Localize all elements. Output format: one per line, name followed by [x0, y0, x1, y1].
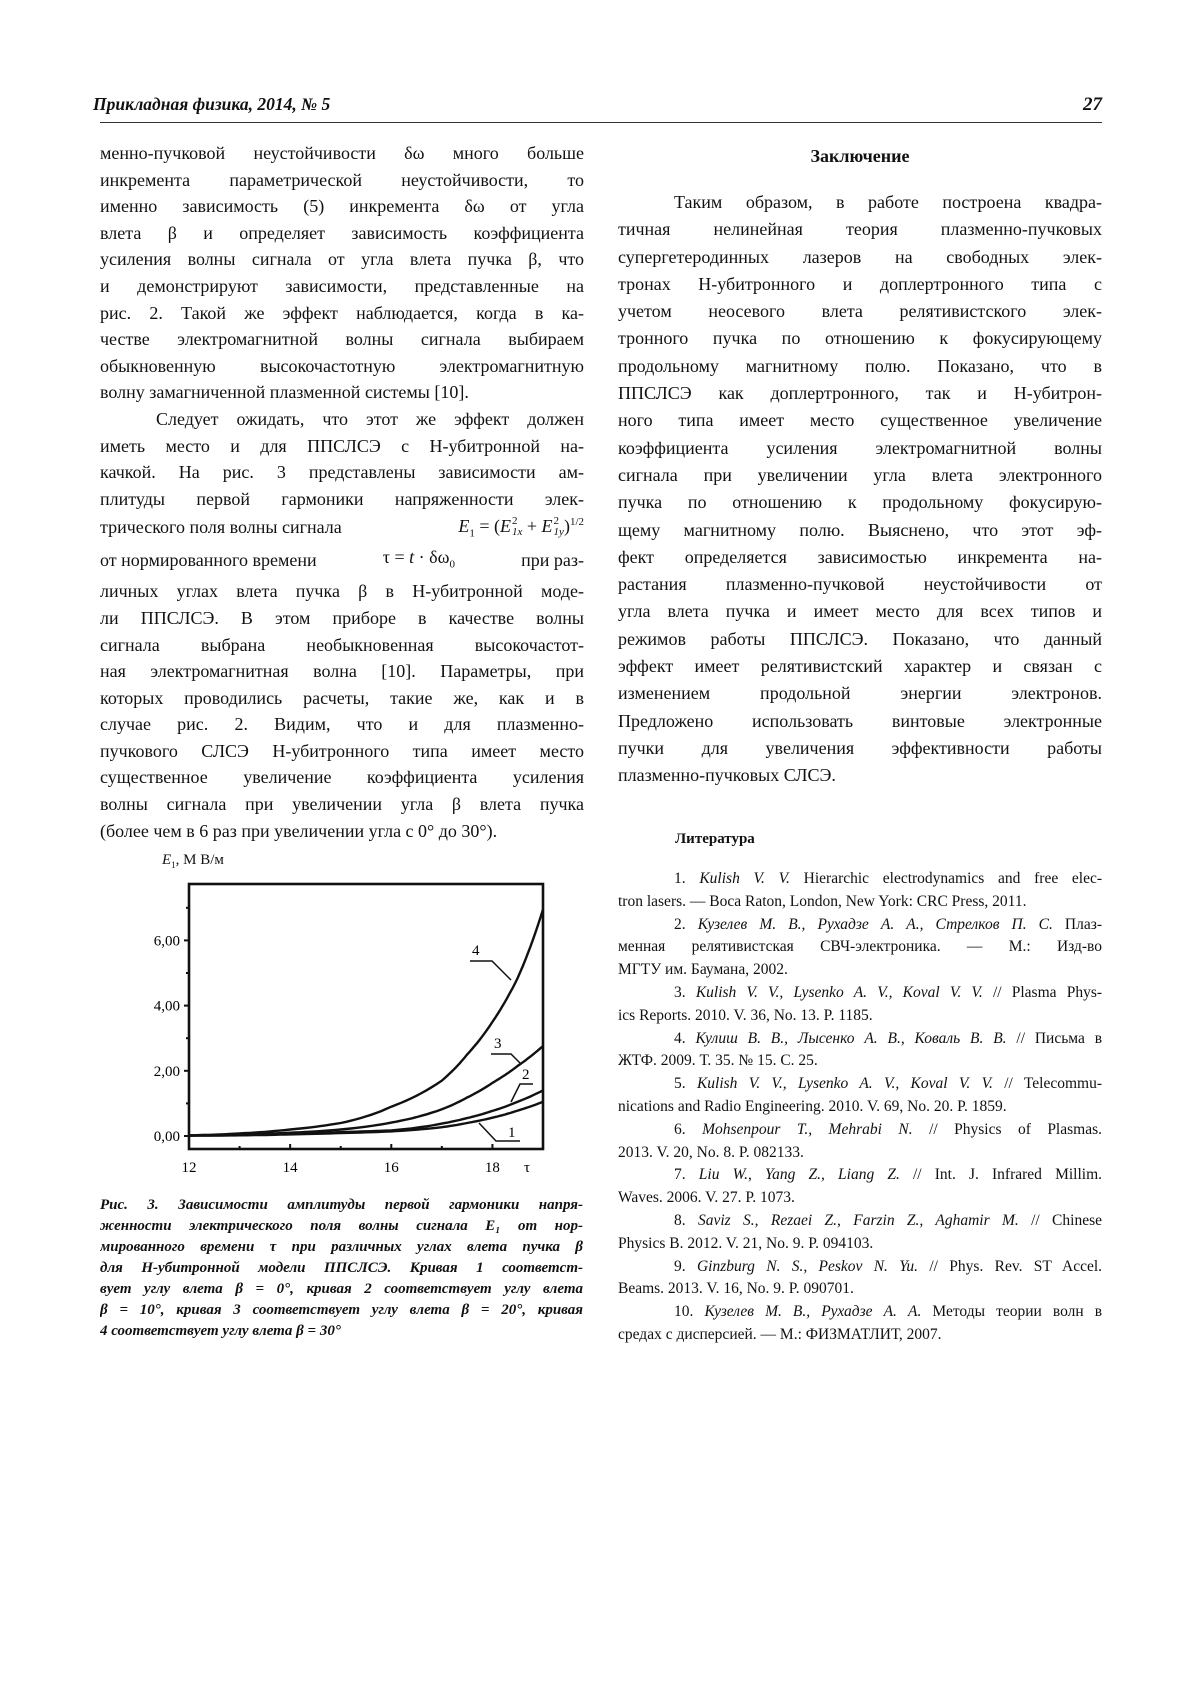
text-line: ного типа имеет место существенное увеличение — [618, 410, 1102, 431]
text-line: влета β и определяет зависимость коэффициента — [100, 222, 584, 243]
text-line: плитуды первой гармоники напряженности элек- — [100, 488, 584, 509]
text-line: фект определяется зависимостью инкремента на- — [618, 546, 1102, 567]
math-sub: 1y — [553, 526, 564, 539]
reference-text: Методы теории волн в — [932, 1303, 1102, 1321]
plot-frame — [189, 884, 543, 1149]
math-op: + — [526, 515, 538, 536]
reference-authors: Ginzburg N. S., Peskov N. Yu. — [696, 1257, 919, 1275]
math-op: = ( — [479, 515, 500, 536]
math-sup: 2 — [512, 515, 518, 528]
math-op: ) — [563, 515, 570, 536]
curve-4 — [189, 909, 543, 1135]
reference-number: 9. — [674, 1257, 686, 1275]
text-line: обыкновенную высокочастотную электромагнитную — [100, 355, 584, 376]
y-tick-label: 4,00 — [153, 998, 180, 1015]
x-tick-label: 18 — [484, 1160, 500, 1176]
reference-item — [618, 1256, 1102, 1302]
reference-text: Плаз- — [1064, 915, 1102, 933]
text-line — [618, 1119, 1102, 1142]
text-line — [618, 982, 1102, 1005]
text-line: изменением продольной энергии электронов. — [618, 683, 1102, 704]
reference-item — [618, 1164, 1102, 1210]
math-symbol: δω — [429, 546, 450, 567]
journal-title: Прикладная физика, 2014, № 5 — [93, 94, 331, 114]
reference-number: 3. — [674, 983, 686, 1001]
figure-caption — [100, 1195, 583, 1342]
y-tick-label: 2,00 — [153, 1063, 180, 1080]
text-line: продольному магнитному полю. Показано, что в — [618, 355, 1102, 376]
math-symbol: t — [409, 546, 415, 567]
text-line: β = 10°, кривая 3 соответствует углу влета β = 20°, кривая — [100, 1302, 583, 1318]
text-line: Таким образом, в работе построена квадра- — [674, 192, 1102, 212]
reference-text: // Chinese — [1031, 1211, 1102, 1229]
text-line: тичная нелинейная теория плазменно-пучковых — [618, 219, 1102, 240]
section-title-conclusion: Заключение — [810, 146, 910, 166]
reference-number: 4. — [674, 1029, 686, 1047]
text-line: тронного пучка по отношению к фокусирующему — [618, 328, 1102, 349]
text-line — [618, 868, 1102, 891]
x-axis-label: τ — [524, 1160, 531, 1176]
text-line: иметь место и для ППСЛСЭ с Н-убитронной на- — [100, 435, 584, 456]
reference-item — [618, 1028, 1102, 1074]
line-text: при раз- — [521, 550, 584, 571]
text-line: nications and Radio Engineering. 2010. V. 69, No. 20. P. 1859. — [618, 1097, 1007, 1115]
text-line: средах с дисперсией. — М.: ФИЗМАТЛИТ, 2007. — [618, 1325, 942, 1343]
text-line: (более чем в 6 раз при увеличении угла с 0° до 30°). — [100, 820, 498, 841]
text-line: существенное увеличение коэффициента усиления — [100, 767, 584, 788]
math-symbol: E — [500, 515, 511, 536]
text-line: честве электромагнитной волны сигнала выбираем — [100, 329, 584, 350]
text-line: и демонстрируют зависимости, представленные на — [100, 275, 584, 296]
text-line: угла влета пучка и имеет место для всех типов и — [618, 601, 1102, 622]
text-line: менная релятивистская СВЧ-электроника. — М.: Изд-во — [618, 938, 1102, 956]
text-line: ics Reports. 2010. V. 36, No. 13. P. 1185. — [618, 1006, 873, 1024]
line-text: трического поля волны сигнала — [100, 517, 342, 538]
text-line — [618, 1301, 1102, 1324]
reference-item — [618, 1301, 1102, 1347]
math-sub: 0 — [449, 558, 455, 571]
text-line: 2013. V. 20, No. 8. P. 082133. — [618, 1143, 804, 1161]
text-line: пучки для увеличения эффективности работы — [618, 737, 1102, 758]
text-line: волны сигнала при увеличении угла β влета пучка — [100, 794, 584, 815]
text-line: Рис. 3. Зависимости амплитуды первой гармоники напря- — [100, 1197, 583, 1213]
reference-authors: Кузелев М. В., Рухадзе А. А., Стрелков П. С. — [697, 915, 1053, 933]
curve-1-label: 1 — [508, 1125, 516, 1141]
text-line — [618, 1164, 1102, 1187]
x-tick-label: 12 — [181, 1160, 197, 1176]
curve-2 — [189, 1090, 543, 1135]
text-line: усиления волны сигнала от угла влета пучка β, что — [100, 249, 584, 270]
math-symbol: E — [458, 515, 470, 536]
reference-authors: Kulish V. V. — [699, 870, 790, 887]
curve-2-label: 2 — [522, 1067, 530, 1083]
references-list — [618, 868, 1102, 1347]
curve-3-leader — [491, 1054, 521, 1064]
text-line: Beams. 2013. V. 16, No. 9. P. 090701. — [618, 1280, 854, 1298]
curve-3 — [189, 1046, 543, 1135]
text-line: учетом неосевого влета релятивистского элек- — [618, 301, 1102, 322]
text-line — [618, 1210, 1102, 1233]
reference-item — [618, 1210, 1102, 1256]
text-line — [618, 1256, 1102, 1279]
text-line: волну замагниченной плазменной системы [10]. — [100, 382, 469, 403]
text-line: Предложено использовать винтовые электронные — [618, 710, 1102, 731]
page-number: 27 — [1083, 94, 1102, 115]
text-line: личных углах влета пучка β в Н-убитронной моде- — [100, 581, 584, 602]
right-column — [618, 146, 1102, 790]
math-sub: 1x — [512, 526, 523, 539]
reference-text: // Int. J. Infrared Millim. — [913, 1166, 1102, 1184]
reference-number: 6. — [674, 1120, 686, 1138]
reference-item — [618, 914, 1102, 982]
math-op: = — [394, 546, 405, 567]
line-text: от нормированного времени — [100, 550, 317, 571]
reference-authors: Saviz S., Rezaei Z., Farzin Z., Aghamir M. — [697, 1211, 1019, 1229]
text-line: эффект имеет релятивистский характер и связан с — [618, 656, 1102, 677]
text-line: мированного времени τ при различных углах влета пучка β — [100, 1239, 583, 1255]
text-line: щему магнитному полю. Выяснено, что этот эф- — [618, 519, 1102, 540]
text-line: 4 соответствует углу влета β = 30° — [100, 1323, 341, 1339]
text-line: ли ППСЛСЭ. В этом приборе в качестве волны — [100, 607, 584, 628]
reference-authors: Liu W., Yang Z., Liang Z. — [698, 1166, 900, 1184]
text-line — [618, 1073, 1102, 1096]
text-line — [618, 914, 1102, 937]
text-line: ная электромагнитная волна [10]. Параметры, при — [100, 661, 584, 682]
text-line: менно-пучковой неустойчивости δω много больше — [100, 143, 584, 163]
reference-text: // Письма в — [1016, 1029, 1102, 1047]
text-line: плазменно-пучковых СЛСЭ. — [618, 765, 836, 786]
y-label-sub: 1 — [171, 860, 176, 870]
x-tick-label: 14 — [282, 1160, 298, 1176]
text-line: растания плазменно-пучковой неустойчивости от — [618, 574, 1102, 595]
reference-text: // Plasma Phys- — [992, 983, 1102, 1001]
text-line: сигнала при увеличении угла влета электронного — [618, 464, 1102, 485]
y-tick-label: 6,00 — [153, 933, 180, 950]
text-line: качкой. На рис. 3 представлены зависимости ам- — [100, 462, 584, 483]
reference-item — [618, 868, 1102, 914]
curve-4-leader — [470, 961, 511, 980]
curve-4-label: 4 — [472, 943, 480, 959]
text-line: которых проводились расчеты, такие же, как и в — [100, 687, 584, 708]
text-line: сигнала выбрана необыкновенная высокочастот- — [100, 634, 584, 655]
text-line: режимов работы ППСЛСЭ. Показано, что данный — [618, 628, 1102, 649]
math-symbol: τ — [382, 546, 390, 567]
reference-number: 8. — [674, 1211, 686, 1229]
text-line: коэффициента усиления электромагнитной волны — [618, 437, 1102, 458]
text-line: tron lasers. — Boca Raton, London, New York: CRC Press, 2011. — [618, 892, 1027, 910]
text-line: тронах Н-убитронного и доплертронного типа с — [618, 273, 1102, 294]
y-label-units: , М В/м — [175, 852, 224, 868]
references-title: Литература — [675, 831, 755, 847]
math-symbol: E — [541, 515, 553, 536]
reference-number: 1. — [674, 870, 686, 887]
reference-number: 5. — [674, 1075, 686, 1093]
reference-number: 2. — [674, 915, 686, 933]
text-line: Следует ожидать, что этот же эффект должен — [156, 408, 584, 429]
text-line: пучка по отношению к продольному фокусирую- — [618, 492, 1102, 513]
math-op: · — [418, 546, 425, 567]
text-line: Waves. 2006. V. 27. P. 1073. — [618, 1189, 795, 1207]
reference-item — [618, 982, 1102, 1028]
reference-item — [618, 1073, 1102, 1119]
text-line: для Н-убитронной модели ППСЛСЭ. Кривая 1 соответст- — [100, 1260, 583, 1276]
reference-authors: Mohsenpour T., Mehrabi N. — [702, 1120, 913, 1138]
curve-3-label: 3 — [494, 1036, 502, 1052]
text-line: Physics B. 2012. V. 21, No. 9. P. 094103. — [618, 1234, 874, 1252]
x-tick-label: 16 — [383, 1160, 399, 1176]
y-label-symbol: E — [162, 852, 172, 868]
reference-text: // Telecommu- — [1004, 1075, 1102, 1093]
text-line: ЖТФ. 2009. Т. 35. № 15. С. 25. — [618, 1052, 818, 1070]
y-tick-label: 0,00 — [153, 1129, 180, 1145]
text-line: случае рис. 2. Видим, что и для плазменно- — [100, 714, 584, 735]
text-line: рис. 2. Такой же эффект наблюдается, когда в ка- — [100, 302, 584, 323]
text-line: вует углу влета β = 0°, кривая 2 соответствует углу влета — [100, 1281, 583, 1297]
text-line: пучкового СЛСЭ Н-убитронного типа имеет место — [100, 740, 584, 761]
reference-item — [618, 1119, 1102, 1165]
text-line: МГТУ им. Баумана, 2002. — [618, 961, 788, 979]
text-line: супергетеродинных лазеров на свободных элек- — [618, 246, 1102, 267]
reference-authors: Кузелев М. В., Рухадзе А. А. — [704, 1303, 922, 1321]
reference-text: // Phys. Rev. ST Accel. — [929, 1257, 1102, 1275]
text-line: инкремента параметрической неустойчивости, то — [100, 169, 584, 190]
math-sup: 2 — [553, 515, 560, 528]
math-sub: 1 — [469, 527, 475, 540]
text-line — [618, 1028, 1102, 1051]
text-line: именно зависимость (5) инкремента δω от угла — [100, 196, 584, 217]
text-line: ППСЛСЭ как доплертронного, так и Н-убитрон- — [618, 383, 1102, 404]
reference-authors: Кулиш В. В., Лысенко А. В., Коваль В. В. — [695, 1029, 1007, 1047]
reference-authors: Kulish V. V., Lysenko A. V., Koval V. V. — [696, 1075, 993, 1093]
text-line: женности электрического поля волны сигнала E₁ от нор- — [100, 1218, 583, 1234]
reference-number: 7. — [674, 1166, 686, 1184]
reference-authors: Kulish V. V., Lysenko A. V., Koval V. V. — [695, 983, 983, 1001]
math-sup: 1/2 — [569, 515, 584, 528]
paragraph — [618, 189, 1102, 790]
reference-text: Hierarchic electrodynamics and free elec- — [803, 870, 1102, 887]
reference-number: 10. — [674, 1303, 694, 1321]
reference-text: // Physics of Plasmas. — [929, 1120, 1102, 1138]
